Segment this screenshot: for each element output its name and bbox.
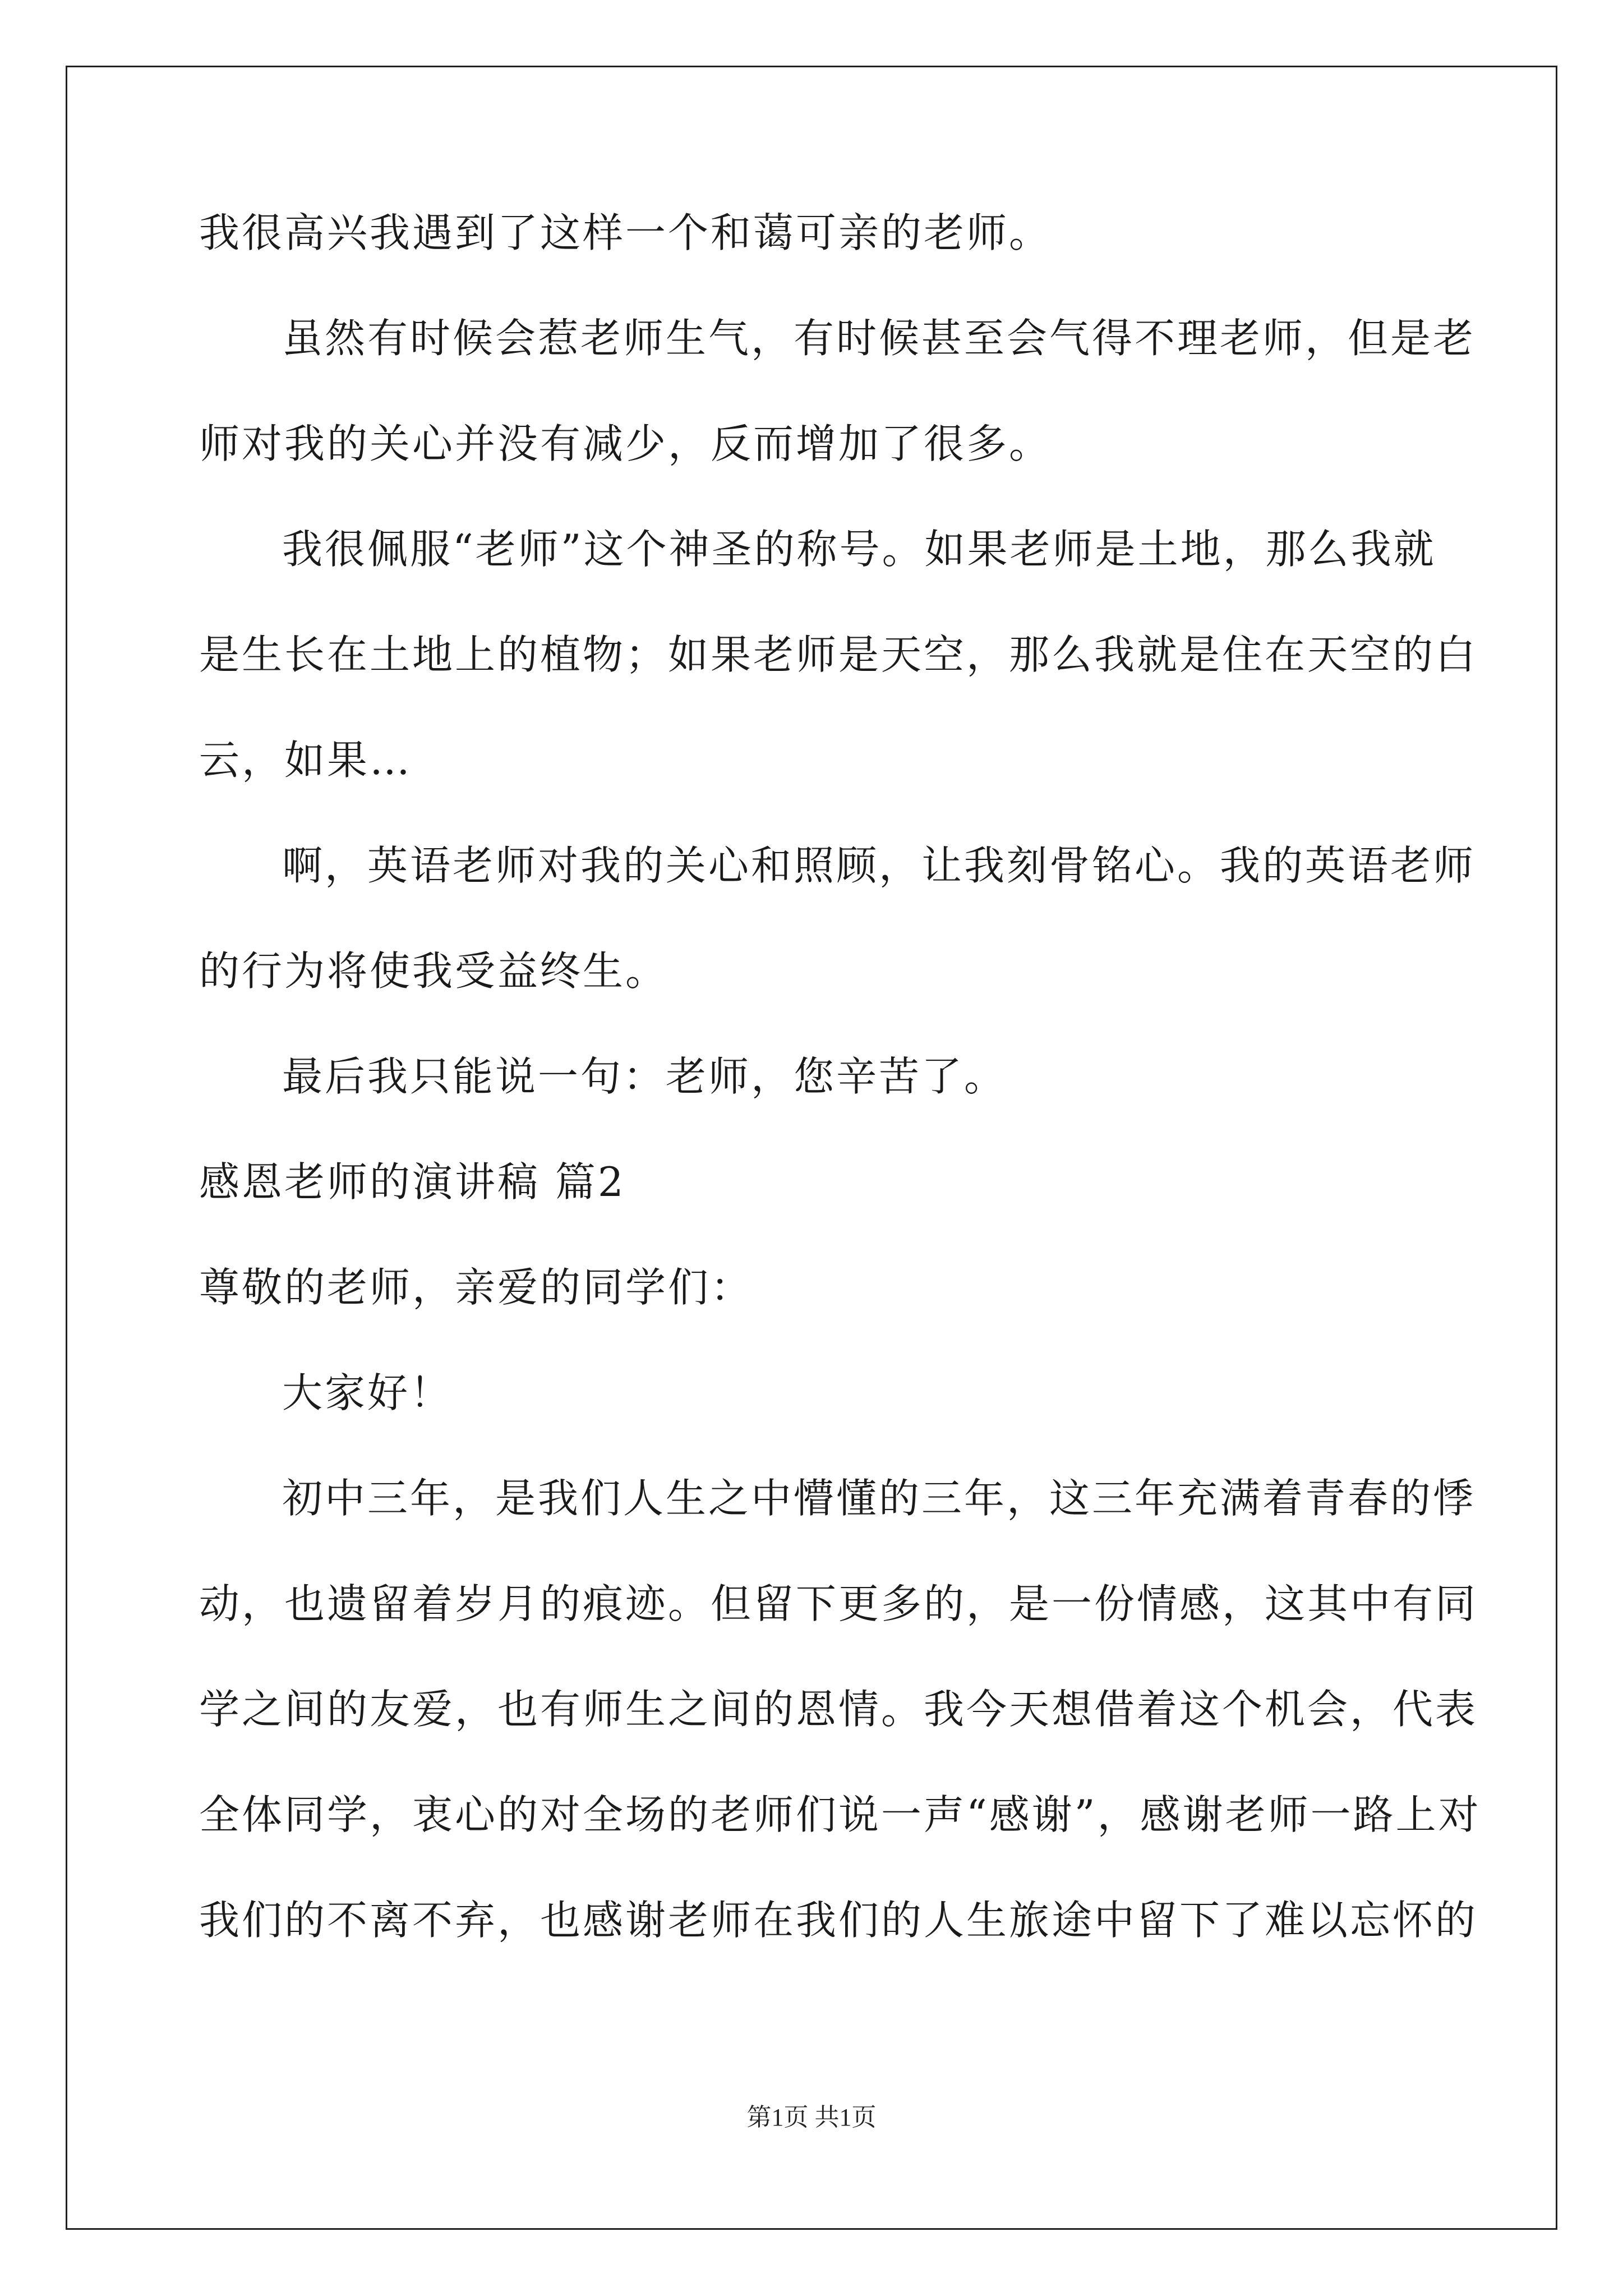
- paragraph-line: 全体同学，衷心的对全场的老师们说一声“感谢”，感谢老师一路上对: [199, 1791, 1481, 1838]
- paragraph-line: 是生长在土地上的植物；如果老师是天空，那么我就是住在天空的白: [199, 631, 1478, 678]
- paragraph-line: 初中三年，是我们人生之中懵懂的三年，这三年充满着青春的悸: [282, 1475, 1476, 1522]
- paragraph-line: 动，也遗留着岁月的痕迹。但留下更多的，是一份情感，这其中有同: [199, 1580, 1478, 1627]
- paragraph-line: 我们的不离不弃，也感谢老师在我们的人生旅途中留下了难以忘怀的: [199, 1897, 1478, 1944]
- salutation: 尊敬的老师，亲爱的同学们：: [199, 1264, 754, 1311]
- paragraph-line: 最后我只能说一句：老师，您辛苦了。: [282, 1053, 1007, 1100]
- paragraph-line: 我很高兴我遇到了这样一个和蔼可亲的老师。: [199, 209, 1052, 256]
- paragraph-line: 学之间的友爱，也有师生之间的恩情。我今天想借着这个机会，代表: [199, 1686, 1478, 1733]
- paragraph-line: 云，如果…: [199, 737, 413, 784]
- page-footer: 第1页 共1页: [746, 2104, 877, 2131]
- greeting: 大家好！: [282, 1369, 453, 1416]
- paragraph-line: 师对我的关心并没有减少，反而增加了很多。: [199, 420, 1052, 467]
- paragraph-line: 啊，英语老师对我的关心和照顾，让我刻骨铭心。我的英语老师: [282, 842, 1476, 889]
- paragraph-line: 我很佩服“老师”这个神圣的称号。如果老师是土地，那么我就: [282, 526, 1436, 573]
- paragraph-line: 虽然有时候会惹老师生气，有时候甚至会气得不理老师，但是老: [282, 315, 1476, 362]
- section-heading: 感恩老师的演讲稿 篇2: [199, 1158, 626, 1205]
- paragraph-line: 的行为将使我受益终生。: [199, 947, 668, 995]
